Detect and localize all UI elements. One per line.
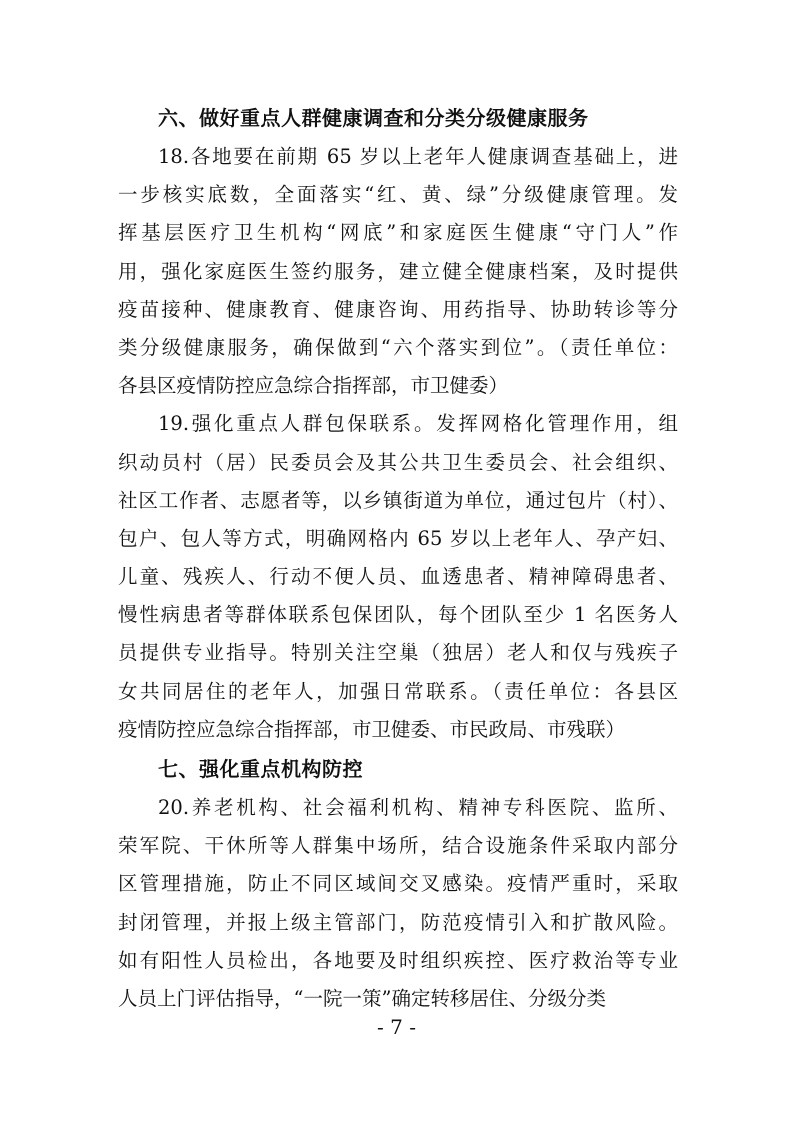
text-line: 织动员村（居）民委员会及其公共卫生委员会、社会组织、 xyxy=(118,450,678,474)
text-line: 荣军院、干休所等人群集中场所，结合设施条件采取内部分 xyxy=(118,834,678,858)
text-line: 疫情防控应急综合指挥部，市卫健委、市民政局、市残联） xyxy=(118,717,626,741)
text-line: 19.强化重点人群包保联系。发挥网格化管理作用，组 xyxy=(158,412,678,436)
text-line: 区管理措施，防止不同区域间交叉感染。疫情严重时，采取 xyxy=(118,872,678,896)
text-line: 如有阳性人员检出，各地要及时组织疾控、医疗救治等专业 xyxy=(118,948,678,972)
text-line: 女共同居住的老年人，加强日常联系。（责任单位：各县区 xyxy=(118,679,678,703)
text-line: 包户、包人等方式，明确网格内 65 岁以上老年人、孕产妇、 xyxy=(118,526,678,550)
text-line: 慢性病患者等群体联系包保团队，每个团队至少 1 名医务人 xyxy=(118,603,678,627)
text-line: 20.养老机构、社会福利机构、精神专科医院、监所、 xyxy=(158,796,678,819)
text-line: 员提供专业指导。特别关注空巢（独居）老人和仅与残疾子 xyxy=(118,641,678,665)
text-line: 用，强化家庭医生签约服务，建立健全健康档案，及时提供 xyxy=(118,259,678,283)
section-heading: 六、做好重点人群健康调查和分类分级健康服务 xyxy=(158,106,589,130)
paragraph xyxy=(118,405,678,749)
paragraph xyxy=(118,138,678,405)
text-line: 类分级健康服务，确保做到“六个落实到位”。（责任单位： xyxy=(118,335,678,359)
page-number: - 7 - xyxy=(377,1015,416,1039)
text-line: 挥基层医疗卫生机构“网底”和家庭医生健康“守门人”作 xyxy=(118,221,678,245)
text-line: 封闭管理，并报上级主管部门，防范疫情引入和扩散风险。 xyxy=(118,910,678,934)
text-line: 社区工作者、志愿者等，以乡镇街道为单位，通过包片（村）、 xyxy=(118,488,678,512)
text-line: 各县区疫情防控应急综合指挥部，市卫健委） xyxy=(118,374,509,398)
text-line: 一步核实底数，全面落实“红、黄、绿”分级健康管理。发 xyxy=(118,183,678,207)
document-body xyxy=(118,98,678,1018)
text-line: 人员上门评估指导，“一院一策”确定转移居住、分级分类 xyxy=(118,986,606,1010)
text-line: 疫苗接种、健康教育、健康咨询、用药指导、协助转诊等分 xyxy=(118,297,678,321)
section-heading: 七、强化重点机构防控 xyxy=(158,757,363,781)
text-line: 18.各地要在前期 65 岁以上老年人健康调查基础上，进 xyxy=(158,145,678,168)
paragraph xyxy=(118,789,678,1018)
text-line: 儿童、残疾人、行动不便人员、血透患者、精神障碍患者、 xyxy=(118,565,678,589)
